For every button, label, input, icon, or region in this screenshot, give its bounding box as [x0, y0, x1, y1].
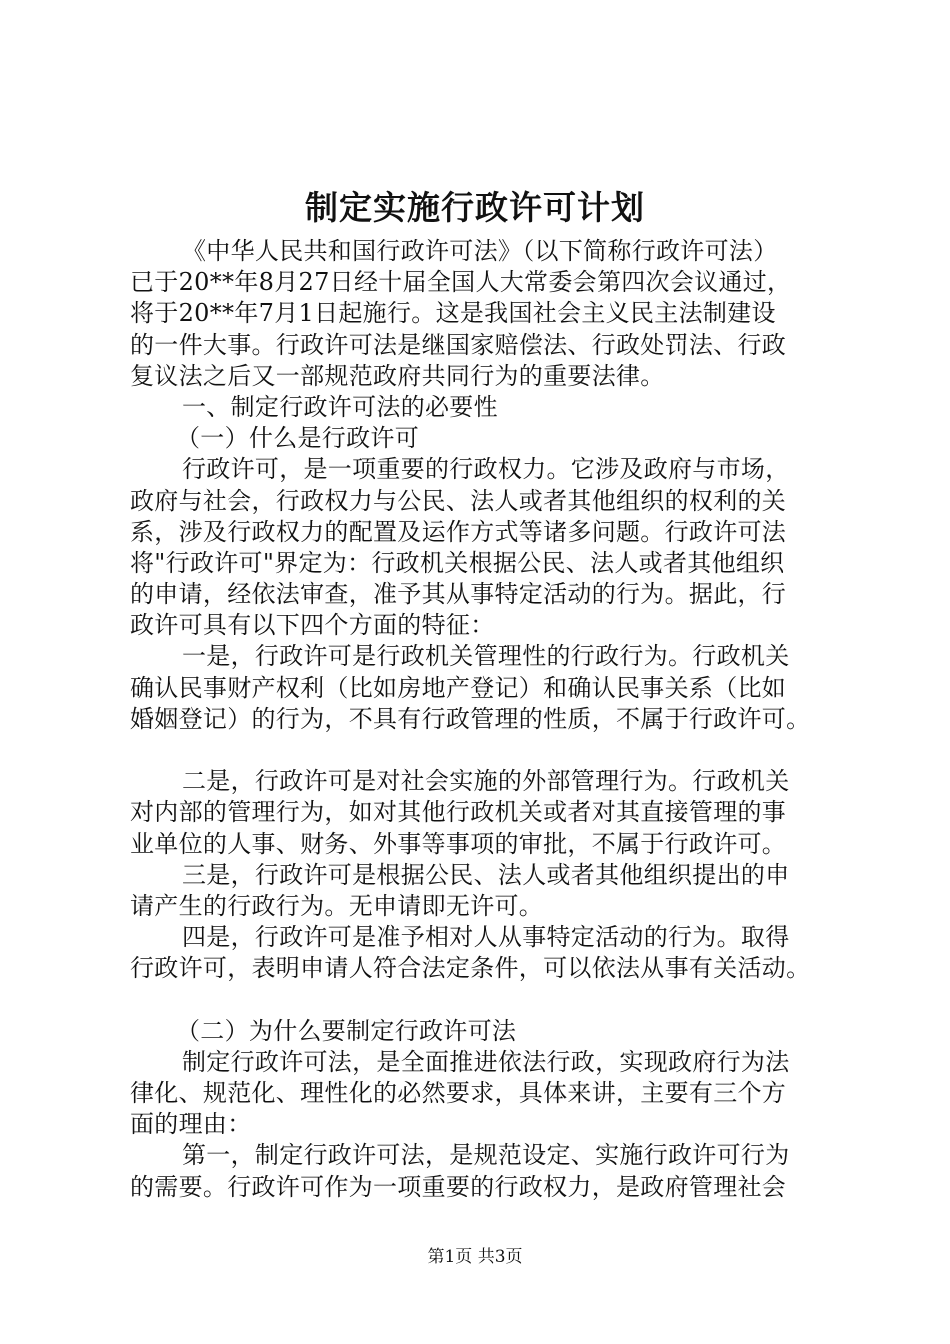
- text-line: 一是，行政许可是行政机关管理性的行政行为。行政机关: [182, 642, 790, 671]
- text-line: 请产生的行政行为。无申请即无许可。: [130, 891, 544, 920]
- subsection-heading: （二）为什么要制定行政许可法: [176, 1016, 517, 1045]
- text-line: 业单位的人事、财务、外事等事项的审批，不属于行政许可。: [130, 829, 787, 858]
- text-line: 已于20**年8月27日经十届全国人大常委会第四次会议通过，: [130, 268, 792, 297]
- text-line: 确认民事财产权利（比如房地产登记）和确认民事关系（比如: [130, 673, 787, 702]
- blank-line: [130, 735, 830, 766]
- text-line: 四是，行政许可是准予相对人从事特定活动的行为。取得: [182, 923, 790, 952]
- text-line: 的需要。行政许可作为一项重要的行政权力，是政府管理社会: [130, 1172, 787, 1201]
- text-line: 政许可具有以下四个方面的特征：: [130, 611, 495, 640]
- text-line: 系，涉及行政权力的配置及运作方式等诸多问题。行政许可法: [130, 517, 787, 546]
- text-line: 二是，行政许可是对社会实施的外部管理行为。行政机关: [182, 767, 790, 796]
- text-line: 制定行政许可法，是全面推进依法行政，实现政府行为法: [182, 1047, 790, 1076]
- text-line: 《中华人民共和国行政许可法》（以下简称行政许可法）: [182, 237, 778, 265]
- text-line: 三是，行政许可是根据公民、法人或者其他组织提出的申: [182, 860, 790, 889]
- text-line: 对内部的管理行为，如对其他行政机关或者对其直接管理的事: [130, 798, 787, 827]
- document-title: 制定实施行政许可计划: [305, 188, 645, 227]
- blank-line: [130, 985, 830, 1016]
- text-line: 的申请，经依法审查，准予其从事特定活动的行为。据此，行: [130, 580, 787, 609]
- text-line: 的一件大事。行政许可法是继国家赔偿法、行政处罚法、行政: [130, 330, 787, 359]
- document-body: [130, 236, 830, 1203]
- text-line: 复议法之后又一部规范政府共同行为的重要法律。: [130, 361, 665, 390]
- text-line: 行政许可，是一项重要的行政权力。它涉及政府与市场，: [182, 455, 790, 484]
- text-line: 婚姻登记）的行为，不具有行政管理的性质，不属于行政许可。: [130, 704, 811, 733]
- text-line: 政府与社会，行政权力与公民、法人或者其他组织的权利的关: [130, 486, 787, 515]
- subsection-heading: （一）什么是行政许可: [176, 424, 419, 453]
- text-line: 第一，制定行政许可法，是规范设定、实施行政许可行为: [182, 1141, 790, 1170]
- text-line: 行政许可，表明申请人符合法定条件，可以依法从事有关活动。: [130, 954, 811, 983]
- text-line: 将"行政许可"界定为：行政机关根据公民、法人或者其他组织: [130, 548, 785, 577]
- page-footer: 第1页 共3页: [427, 1247, 523, 1267]
- section-heading: 一、制定行政许可法的必要性: [182, 392, 498, 421]
- text-line: 律化、规范化、理性化的必然要求，具体来讲，主要有三个方: [130, 1079, 787, 1108]
- text-line: 面的理由：: [130, 1110, 252, 1139]
- text-line: 将于20**年7月1日起施行。这是我国社会主义民主法制建设: [130, 299, 776, 328]
